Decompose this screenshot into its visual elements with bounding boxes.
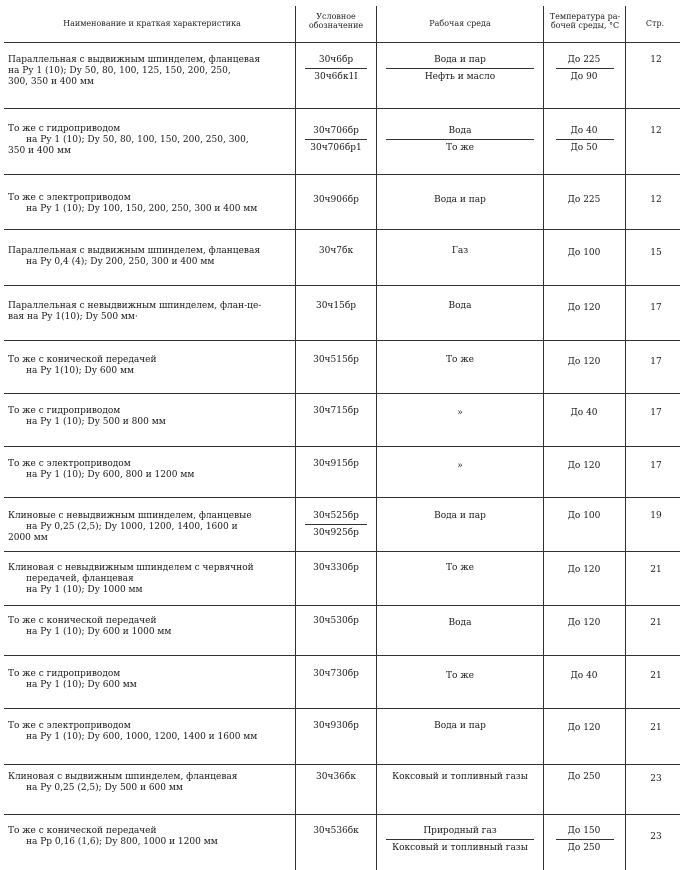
temperature: До 120 <box>567 303 601 313</box>
valve-code: 30ч915бр <box>313 459 359 469</box>
temperature: До 250 <box>567 843 601 853</box>
description-line: Параллельная с невыдвижным шпинделем, флан-це- <box>8 301 262 311</box>
valve-code: 30ч6бк1I <box>314 72 358 82</box>
valve-code: 30ч525бр <box>313 511 359 521</box>
working-medium: Вода и пар <box>434 511 486 521</box>
temperature: До 120 <box>567 357 601 367</box>
page-number: 21 <box>650 565 662 575</box>
working-medium: То же <box>446 143 474 153</box>
row-description <box>8 246 292 268</box>
row-description <box>8 669 292 691</box>
page-number: 19 <box>650 511 662 521</box>
header-temperature-line1: Температура ра- <box>549 12 621 21</box>
page-number: 21 <box>650 618 662 628</box>
valve-code: 30ч730бр <box>313 669 359 679</box>
description-line: 2000 мм <box>8 533 48 543</box>
temperature: До 40 <box>570 671 598 681</box>
description-line: на Pу 1 (10); Dу 50, 80, 100, 150, 200, 250, 300, <box>26 135 249 145</box>
description-line: Клиновая с невыдвижным шпинделем с червячной <box>8 563 254 573</box>
page-number: 12 <box>650 195 662 205</box>
description-line: То же с электроприводом <box>8 193 131 203</box>
description-line: на Pу 1 (10); Dу 50, 80, 100, 125, 150, 200, 250, <box>8 66 231 76</box>
description-line: на Pу 1 (10); Dу 500 и 800 мм <box>26 417 166 427</box>
description-line: Параллельная с выдвижным шпинделем, фланцевая <box>8 246 261 256</box>
valve-code: 30ч515бр <box>313 355 359 365</box>
valve-code: 30ч7бк <box>318 246 354 256</box>
temperature: До 100 <box>567 511 601 521</box>
description-line: вая на Pу 1(10); Dу 500 мм· <box>8 312 138 322</box>
temperature: До 100 <box>567 248 601 258</box>
row-description <box>8 721 292 743</box>
description-line: То же с гидроприводом <box>8 669 121 679</box>
row-description <box>8 193 292 215</box>
working-medium: Природный газ <box>423 826 497 836</box>
valve-code: 30ч530бр <box>313 616 359 626</box>
sub-rule <box>305 524 367 525</box>
temperature: До 90 <box>570 72 598 82</box>
valve-code: 30ч930бр <box>313 721 359 731</box>
sub-rule <box>556 68 614 69</box>
description-line: То же с конической передачей <box>8 826 157 836</box>
header-medium: Рабочая среда <box>429 19 491 28</box>
valve-code: 30ч6бр <box>318 55 354 65</box>
description-line: на Pр 0,16 (1,6); Dу 800, 1000 и 1200 мм <box>26 837 218 847</box>
row-rule <box>4 285 680 286</box>
description-line: на Pу 0,25 (2,5); Dу 500 и 600 мм <box>26 783 183 793</box>
working-medium: То же <box>446 671 474 681</box>
sub-rule <box>305 139 367 140</box>
working-medium: » <box>457 408 463 418</box>
row-rule <box>4 229 680 230</box>
description-line: То же с конической передачей <box>8 616 157 626</box>
header-designation-line1: Условное <box>316 12 356 21</box>
temperature: До 50 <box>570 143 598 153</box>
row-description <box>8 406 292 428</box>
row-rule <box>4 814 680 815</box>
page-number: 23 <box>650 832 662 842</box>
row-rule <box>4 655 680 656</box>
page-number: 12 <box>650 126 662 136</box>
header-name: Наименование и краткая характеристика <box>63 19 241 28</box>
description-line: То же с электроприводом <box>8 721 131 731</box>
description-line: на Pу 1 (10); Dу 100, 150, 200, 250, 300 и 400 мм <box>26 204 258 214</box>
working-medium: » <box>457 461 463 471</box>
working-medium: Вода и пар <box>434 195 486 205</box>
description-line: Клиновые с невыдвижным шпинделем, фланцевые <box>8 511 252 521</box>
row-rule <box>4 446 680 447</box>
row-rule <box>4 497 680 498</box>
working-medium: То же <box>446 355 474 365</box>
description-line: Параллельная с выдвижным шпинделем, фланцевая <box>8 55 261 65</box>
header-rule <box>4 42 680 43</box>
temperature: До 40 <box>570 126 598 136</box>
valve-code: 30ч925бр <box>313 528 359 538</box>
row-description <box>8 124 292 157</box>
working-medium: Коксовый и топливный газы <box>392 843 528 853</box>
header-page: Стр. <box>645 19 665 28</box>
header-designation-line2: обозначение <box>308 21 364 30</box>
row-rule <box>4 708 680 709</box>
sub-rule <box>556 139 614 140</box>
row-rule <box>4 605 680 606</box>
description-line: на Pу 0,25 (2,5); Dу 1000, 1200, 1400, 1600 и <box>26 522 238 532</box>
working-medium: Нефть и масло <box>424 72 496 82</box>
working-medium: Коксовый и топливный газы <box>392 772 528 782</box>
description-line: 300, 350 и 400 мм <box>8 77 94 87</box>
sub-rule <box>556 839 614 840</box>
description-line: 350 и 400 мм <box>8 146 71 156</box>
page-number: 17 <box>650 357 662 367</box>
temperature: До 225 <box>567 195 601 205</box>
row-description <box>8 301 292 323</box>
description-line: на Pу 1 (10); Dу 1000 мм <box>26 585 143 595</box>
page-number: 15 <box>650 248 662 258</box>
row-description <box>8 563 292 596</box>
valve-code: 30ч906бр <box>313 195 359 205</box>
page-number: 17 <box>650 461 662 471</box>
description-line: То же с гидроприводом <box>8 406 121 416</box>
description-line: То же с конической передачей <box>8 355 157 365</box>
working-medium: Газ <box>451 246 469 256</box>
description-line: на Pу 0,4 (4); Dу 200, 250, 300 и 400 мм <box>26 257 215 267</box>
temperature: До 120 <box>567 461 601 471</box>
row-description <box>8 355 292 377</box>
description-line: на Pу 1 (10); Dу 600, 800 и 1200 мм <box>26 470 195 480</box>
row-description <box>8 55 292 88</box>
description-line: на Pу 1 (10); Dу 600 и 1000 мм <box>26 627 172 637</box>
row-rule <box>4 393 680 394</box>
temperature: До 40 <box>570 408 598 418</box>
page-number: 21 <box>650 723 662 733</box>
working-medium: Вода и пар <box>434 55 486 65</box>
column-rule <box>625 6 626 870</box>
header-temperature-line2: бочей среды, °С <box>550 21 620 30</box>
working-medium: Вода <box>448 618 472 628</box>
description-line: на Pу 1(10); Dу 600 мм <box>26 366 134 376</box>
temperature: До 225 <box>567 55 601 65</box>
page-number: 17 <box>650 408 662 418</box>
sub-rule <box>305 68 367 69</box>
page-number: 23 <box>650 774 662 784</box>
row-rule <box>4 764 680 765</box>
page-number: 21 <box>650 671 662 681</box>
description-line: на Pу 1 (10); Dу 600, 1000, 1200, 1400 и 1600 мм <box>26 732 258 742</box>
description-line: То же с электроприводом <box>8 459 131 469</box>
temperature: До 120 <box>567 618 601 628</box>
row-rule <box>4 551 680 552</box>
header-temperature <box>544 12 626 30</box>
row-description <box>8 511 292 544</box>
working-medium: То же <box>446 563 474 573</box>
description-line: передачей, фланцевая <box>26 574 134 584</box>
working-medium: Вода <box>448 301 472 311</box>
description-line: Клиновая с выдвижным шпинделем, фланцевая <box>8 772 238 782</box>
valve-code: 30ч706бр <box>313 126 359 136</box>
row-rule <box>4 340 680 341</box>
valve-code: 30ч330бр <box>313 563 359 573</box>
working-medium: Вода <box>448 126 472 136</box>
row-description <box>8 616 292 638</box>
working-medium: Вода и пар <box>434 721 486 731</box>
page-number: 17 <box>650 303 662 313</box>
temperature: До 250 <box>567 772 601 782</box>
temperature: До 150 <box>567 826 601 836</box>
row-description <box>8 826 292 848</box>
valve-code: 30ч536бк <box>313 826 359 836</box>
valve-code: 30ч715бр <box>313 406 359 416</box>
valve-code: 30ч36бк <box>316 772 356 782</box>
temperature: До 120 <box>567 565 601 575</box>
sub-rule <box>386 139 534 140</box>
valve-code: 30ч706бр1 <box>310 143 362 153</box>
description-line: То же с гидроприводом <box>8 124 121 134</box>
header-designation <box>296 12 376 30</box>
row-description <box>8 459 292 481</box>
page-number: 12 <box>650 55 662 65</box>
valve-code: 30ч15бр <box>315 301 357 311</box>
row-rule <box>4 174 680 175</box>
description-line: на Pу 1 (10); Dу 600 мм <box>26 680 137 690</box>
temperature: До 120 <box>567 723 601 733</box>
row-description <box>8 772 292 794</box>
row-rule <box>4 108 680 109</box>
sub-rule <box>386 68 534 69</box>
sub-rule <box>386 839 534 840</box>
